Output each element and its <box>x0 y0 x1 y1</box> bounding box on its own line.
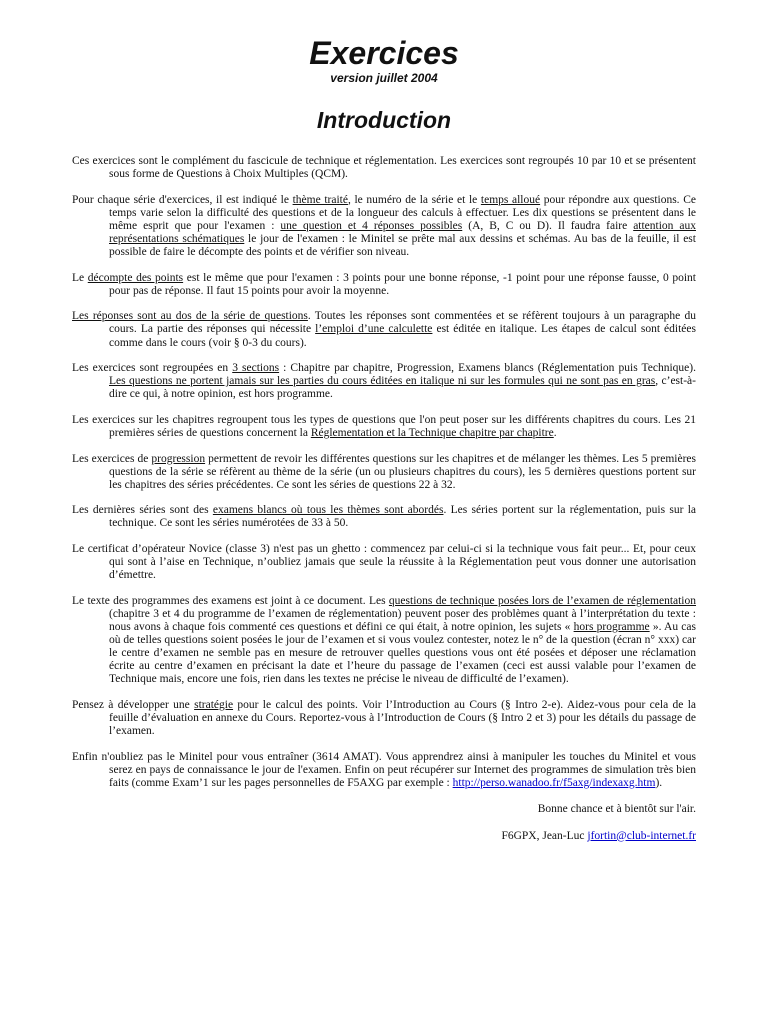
paragraph-10 <box>72 595 696 687</box>
text-segment: , c’est-à-dire ce qui, à notre opinion, est hors programme. <box>109 375 696 401</box>
section-heading: Introduction <box>316 107 452 133</box>
underlined-text: une question et 4 réponses possibles <box>280 219 463 232</box>
url-link[interactable]: http://perso.wanadoo.fr/f5axg/indexaxg.htm <box>452 776 656 789</box>
author-name: F6GPX, Jean-Luc <box>501 829 588 842</box>
underlined-text: 3 sections <box>232 362 280 375</box>
text-segment: Le certificat d’opérateur Novice (classe 3) n'est pas un ghetto : commencez par celui-ci si la technique vous fait peur... Et, pour ceux qui sont à l’aise en Technique, n’oubliez jamais que seule la réussite à la Réglementation peut vous donner une autorisation d’émettre. <box>72 543 696 582</box>
email-link[interactable]: jfortin@club-internet.fr <box>587 829 696 842</box>
text-segment: Les exercices de <box>72 452 152 465</box>
underlined-text: temps alloué <box>480 193 541 206</box>
text-segment: Le <box>72 271 88 284</box>
version-subtitle: version juillet 2004 <box>330 71 438 85</box>
paragraph-12 <box>72 751 696 790</box>
text-segment: . <box>553 427 557 439</box>
document-page <box>72 36 696 843</box>
paragraph-9 <box>72 543 696 582</box>
underlined-text: questions de technique posées lors de l’examen de réglementation <box>388 594 697 607</box>
underlined-text: décompte des points <box>87 271 184 284</box>
paragraph-4 <box>72 310 696 349</box>
text-segment: pour le calcul des points. Voir l’Introduction au Cours (§ Intro 2-e). Aidez-vous pour cela de la feuille d’évaluation en annexe du Cours. Reportez-vous à l’Introduction de Cours (§ Intro 2 et 3) pour les détails du passage de l’examen. <box>109 699 697 738</box>
underlined-text: thème traité <box>292 193 348 206</box>
text-segment: Les exercices sur les chapitres regroupent tous les types de questions que l'on peut poser sur les différents chapitres du cours. Les 21 premières séries de questions concernent la <box>72 413 696 439</box>
text-segment: Pensez à développer une <box>72 699 195 711</box>
text-segment: ». Au cas où de telles questions soient posées le jour de l’examen et si vous voulez contester, notez le n° de la question (écran n° xxx) car le centre d’examen ne semble pas en mesure de retrouver quelles questions vous ont été posées et déposer une réclamation écrite au centre d’examen en précisant la date et l’heure du passage de l’examen (ceci est aussi valable pour l’examen de Technique mais, encore une fois, rien dans les textes ne précise le niveau de difficulté de l’examen). <box>109 621 696 686</box>
underlined-text: Les questions ne portent jamais sur les parties du cours éditées en italique ni sur les formules qui ne sont pas en gras <box>109 375 656 388</box>
text-segment: (chapitre 3 et 4 du programme de l’examen de réglementation) peuvent poser des problèmes quant à l’interprétation du texte : nous avons à chaque fois commenté ces questions et défini ce qui était, à notre opinion, les sujets « <box>109 607 696 634</box>
paragraph-11 <box>72 699 696 738</box>
body-text <box>72 155 696 790</box>
text-segment: . Les séries portent sur la réglementation, puis sur la technique. Ce sont les séries numérotées de 33 à 50. <box>109 504 696 530</box>
text-segment: : Chapitre par chapitre, Progression, Examens blancs (Réglementation puis Technique). <box>279 362 696 375</box>
text-segment: Ces exercices sont le complément du fascicule de technique et réglementation. Les exercices sont regroupés 10 par 10 et se présentent sous forme de Questions à Choix Multiples (QCM). <box>72 155 696 181</box>
paragraph-5 <box>72 362 696 401</box>
underlined-text: Réglementation et la Technique chapitre par chapitre <box>310 427 554 439</box>
text-segment: le jour de l'examen : le Minitel se prête mal aux dessins et schémas. Au bas de la feuille, il est possible de faire le décompte des points et de vérifier son niveau. <box>109 232 696 259</box>
text-segment: Les exercices sont regroupées en <box>72 362 233 375</box>
closing-wish: Bonne chance et à bientôt sur l'air. <box>537 802 696 815</box>
text-segment: permettent de revoir les différentes questions sur les chapitres et de mélanger les thèmes. Les 5 premières questions de la série se réfèrent au thème de la série (un ou plusieurs chapitres du cours), les 5 dernières questions portent sur les chapitres des séries précédentes. Ce sont les séries de questions 22 à 32. <box>109 452 696 491</box>
underlined-text: Les réponses sont au dos de la série de questions <box>72 310 308 323</box>
text-segment: . Toutes les réponses sont commentées et se réfèrent toujours à un paragraphe du cours. La partie des réponses qui nécessite <box>109 310 696 336</box>
text-segment: est le même que pour l'examen : 3 points pour une bonne réponse, -1 point pour une réponse fausse, 0 point pour pas de réponse. Il faut 15 points pour avoir la moyenne. <box>109 271 696 297</box>
text-segment: pour répondre aux questions. Ce temps varie selon la difficulté des questions et de la longueur des calculs à effectuer. Les dix questions se présentent dans le même esprit que pour l'examen : <box>109 193 696 232</box>
paragraph-1 <box>72 155 696 181</box>
text-segment: est éditée en italique. Les étapes de calcul sont éditées comme dans le cours (voir § 0-3 du cours). <box>109 323 696 349</box>
paragraph-3 <box>72 272 696 298</box>
underlined-text: l’emploi d’une calculette <box>315 323 433 336</box>
text-segment: (A, B, C ou D). Il faudra faire <box>462 219 634 232</box>
text-segment: ). <box>655 776 663 789</box>
signature-line <box>72 830 696 843</box>
text-segment: , le numéro de la série et le <box>347 193 481 206</box>
underlined-text: examens blancs où tous les thèmes sont abordés <box>212 504 444 517</box>
underlined-text: stratégie <box>194 699 234 711</box>
text-segment: Pour chaque série d'exercices, il est indiqué le <box>72 193 293 206</box>
text-segment: Le texte des programmes des examens est joint à ce document. Les <box>72 594 389 607</box>
paragraph-8 <box>72 504 696 530</box>
document-title: Exercices <box>309 35 459 71</box>
underlined-text: attention aux représentations schématiques <box>109 219 696 245</box>
paragraph-6 <box>72 414 696 440</box>
paragraph-7 <box>72 453 696 492</box>
text-segment: Enfin n'oubliez pas le Minitel pour vous entraîner (3614 AMAT). Vous apprendrez ainsi à manipuler les touches du Minitel et vous serez en pays de connaissance le jour de l'examen. Enfin on peut récupérer sur Internet des programmes de simulation très bien faits (comme Exam’1 sur les pages personnelles de F5AXG par exemple : <box>72 750 696 789</box>
text-segment: Les dernières séries sont des <box>72 504 213 517</box>
paragraph-2 <box>72 194 696 259</box>
underlined-text: progression <box>151 452 206 465</box>
underlined-text: hors programme <box>573 621 650 634</box>
